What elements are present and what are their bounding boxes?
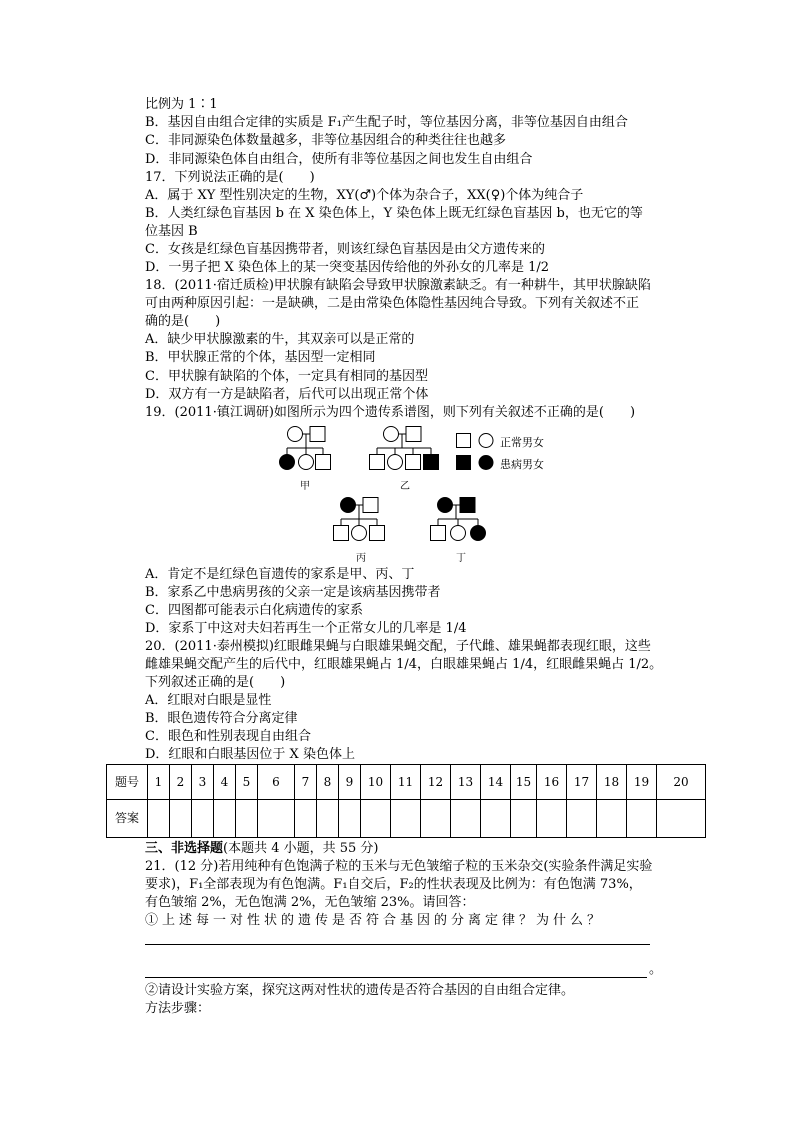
answer-number: 3 [192,765,214,800]
section-3-title: 三、非选择题 [145,841,224,856]
text-line: B．人类红绿色盲基因 b 在 X 染色体上，Y 染色体上既无红绿色盲基因 b，也无它的等 [145,206,643,221]
text-line: B．家系乙中患病男孩的父亲一定是该病基因携带者 [145,585,441,600]
answer-blank-line[interactable] [145,977,647,978]
answer-number: 5 [236,765,258,800]
text-line: D．家系丁中这对夫妇若再生一个正常女儿的几率是 1/4 [145,621,467,636]
answer-number: 20 [657,765,706,800]
text-line: 可由两种原因引起：一是缺碘，二是由常染色体隐性基因纯合导致。下列有关叙述不正 [145,296,640,311]
text-line: A．缺少甲状腺激素的牛，其双亲可以是正常的 [145,332,415,347]
answer-number: 18 [597,765,627,800]
answer-cell[interactable] [421,800,451,838]
text-line: C．非同源染色体数量越多，非等位基因组合的种类往往也越多 [145,133,506,148]
text-line: A．肯定不是红绿色盲遗传的家系是甲、丙、丁 [145,567,415,582]
answer-number: 13 [451,765,481,800]
pedigree-jia [270,424,340,478]
answer-number: 16 [537,765,567,800]
text-line: C．甲状腺有缺陷的个体，一定具有相同的基因型 [145,369,428,384]
text-line: 雌雄果蝇交配产生的后代中，红眼雄果蝇占 1/4，白眼雄果蝇占 1/4，红眼雌果蝇占 1/2。 [145,657,663,672]
answer-number: 8 [317,765,339,800]
answer-number: 4 [214,765,236,800]
legend-symbols [455,430,505,470]
answer-cell[interactable] [511,800,537,838]
answer-cell[interactable] [317,800,339,838]
text-line: 下列叙述正确的是( ) [145,675,286,690]
answer-number: 12 [421,765,451,800]
answer-number: 19 [627,765,657,800]
text-line: 要求)，F₁全部表现为有色饱满。F₁自交后，F₂的性状表现及比例为：有色饱满 73%， [145,877,642,892]
legend-affected: 患病男女 [500,458,544,471]
text-line: A．红眼对白眼是显性 [145,693,272,708]
question-17-stem: 17．下列说法正确的是( ) [145,170,315,185]
pedigree-label-bing: 丙 [356,553,366,564]
answer-cell[interactable] [214,800,236,838]
text-line: D．双方有一方是缺陷者，后代可以出现正常个体 [145,387,429,402]
answer-number: 2 [170,765,192,800]
text-line: 确的是( ) [145,314,221,329]
text-line: B．基因自由组合定律的实质是 F₁产生配子时，等位基因分离，非等位基因自由组合 [145,115,628,130]
text-line: 有色皱缩 2%，无色饱满 2%，无色皱缩 23%。请回答： [145,895,475,910]
text-line: 比例为 1∶1 [145,97,218,112]
pedigree-legend [455,430,505,474]
text-line: B．甲状腺正常的个体，基因型一定相同 [145,350,376,365]
pedigree-ding [420,495,490,549]
answer-cell[interactable] [657,800,706,838]
answer-number: 17 [567,765,597,800]
pedigree-ding-diagram [420,495,490,545]
answer-number: 9 [339,765,361,800]
answer-number: 1 [148,765,170,800]
answer-table-header-number: 题号 [107,765,148,800]
answer-cell[interactable] [258,800,295,838]
answer-cell[interactable] [170,800,192,838]
section-3-heading [145,840,379,858]
answer-cell[interactable] [481,800,511,838]
text-line: D．非同源染色体自由组合，使所有非等位基因之间也发生自由组合 [145,152,533,167]
answer-cell[interactable] [236,800,258,838]
answer-number: 7 [295,765,317,800]
answer-cell[interactable] [339,800,361,838]
text-line: D．红眼和白眼基因位于 X 染色体上 [145,747,355,762]
text-line: C．四图都可能表示白化病遗传的家系 [145,603,363,618]
answer-table-header-answer: 答案 [107,800,148,838]
section-3-note: (本题共 4 小题，共 55 分) [223,841,379,856]
answer-number: 10 [361,765,391,800]
sub-question-1: ①上述每一对性状的遗传是否符合基因的分离定律？为什么？ [145,913,605,928]
answer-cell[interactable] [537,800,567,838]
answer-blank-line[interactable] [145,944,650,945]
method-steps-label: 方法步骤： [145,1001,211,1016]
text-line: A．属于 XY 型性别决定的生物，XY(♂)个体为杂合子，XX(♀)个体为纯合子 [145,188,584,203]
pedigree-label-yi: 乙 [400,481,410,492]
answer-cell[interactable] [627,800,657,838]
answer-number: 14 [481,765,511,800]
answer-number: 6 [258,765,295,800]
text-line: C．女孩是红绿色盲基因携带者，则该红绿色盲基因是由父方遗传来的 [145,242,545,257]
blank-period: 。 [649,962,663,977]
answer-cell[interactable] [361,800,391,838]
answer-cell[interactable] [567,800,597,838]
pedigree-label-ding: 丁 [456,553,466,564]
question-19-stem: 19．(2011·镇江调研)如图所示为四个遗传系谱图，则下列有关叙述不正确的是( ) [145,405,636,420]
text-line: C．眼色和性别表现自由组合 [145,729,311,744]
answer-cell[interactable] [597,800,627,838]
answer-table [106,764,706,838]
sub-question-2: ②请设计实验方案，探究这两对性状的遗传是否符合基因的自由组合定律。 [145,983,575,998]
question-20-stem: 20．(2011·泰州模拟)红眼雌果蝇与白眼雄果蝇交配，子代雌、雄果蝇都表现红眼，这些 [145,639,651,654]
answer-cell[interactable] [148,800,170,838]
answer-number: 11 [391,765,421,800]
pedigree-yi [366,424,446,478]
answer-cell[interactable] [295,800,317,838]
pedigree-yi-diagram [366,424,446,474]
answer-number: 15 [511,765,537,800]
pedigree-bing-diagram [325,495,395,545]
question-18-stem: 18．(2011·宿迁质检)甲状腺有缺陷会导致甲状腺激素缺乏。有一种耕牛，其甲状腺缺陷 [145,278,651,293]
legend-normal: 正常男女 [500,436,544,449]
question-21-stem: 21．(12 分)若用纯种有色饱满子粒的玉米与无色皱缩子粒的玉米杂交(实验条件满足实验 [145,859,653,874]
answer-cell[interactable] [451,800,481,838]
text-line: 位基因 B [145,224,198,239]
text-line: B．眼色遗传符合分离定律 [145,711,298,726]
text-line: D．一男子把 X 染色体上的某一突变基因传给他的外孙女的几率是 1/2 [145,260,549,275]
answer-cell[interactable] [192,800,214,838]
answer-cell[interactable] [391,800,421,838]
pedigree-jia-diagram [270,424,340,474]
pedigree-bing [325,495,395,549]
pedigree-label-jia: 甲 [300,481,310,492]
